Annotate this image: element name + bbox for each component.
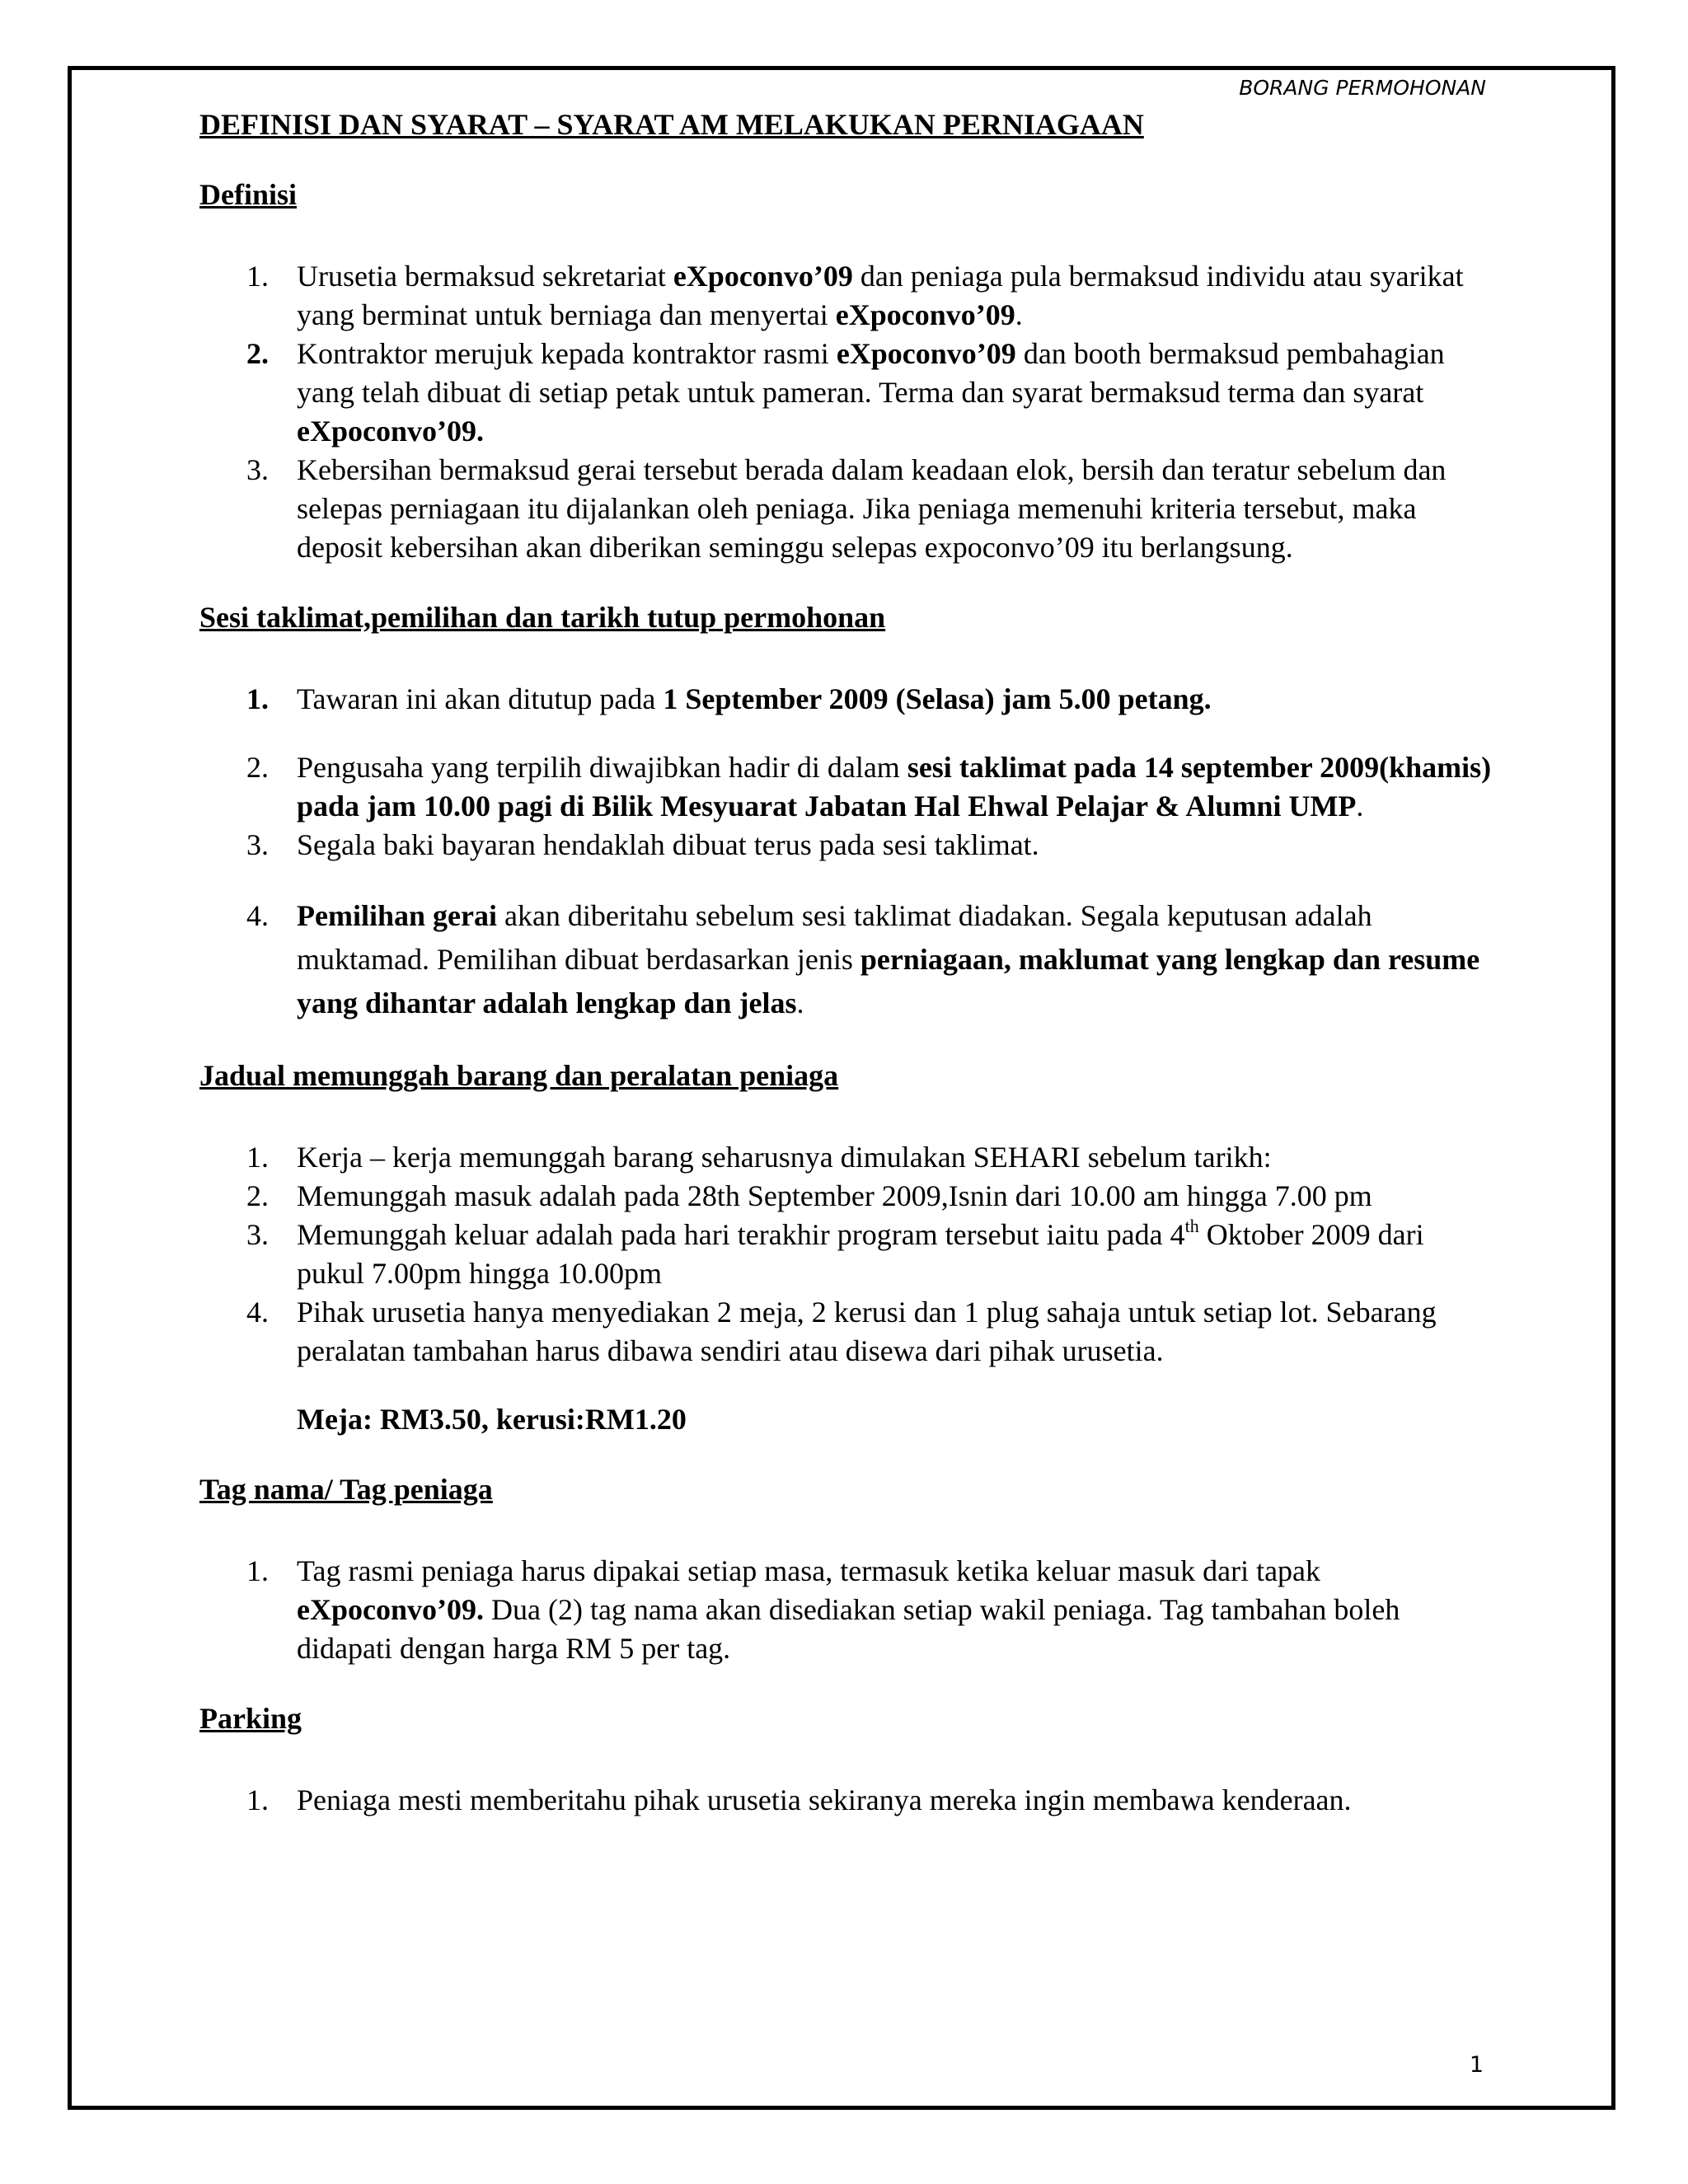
item-number: 2.: [246, 337, 269, 370]
list-item: [199, 451, 1493, 567]
page-number: 1: [1469, 2052, 1484, 2078]
item-number: 1.: [246, 682, 269, 715]
item-text: dan booth bermaksud pembahagian yang telah dibuat di setiap petak untuk pameran. Terma dan syarat bermaksud terma dan syarat: [297, 337, 1445, 409]
item-number: 4.: [246, 1296, 269, 1329]
list-item: [199, 1216, 1493, 1293]
document-title: DEFINISI DAN SYARAT – SYARAT AM MELAKUKAN PERNIAGAAN: [199, 108, 1144, 141]
list-item: [199, 748, 1493, 826]
section-heading-parking: Parking: [199, 1702, 302, 1735]
item-number: 4.: [246, 899, 269, 932]
tag-list: [199, 1552, 1493, 1668]
item-text: Segala baki bayaran hendaklah dibuat terus pada sesi taklimat.: [297, 828, 1039, 861]
list-item: [199, 257, 1493, 335]
list-item: [199, 1177, 1493, 1216]
item-bold: eXpoconvo’09: [836, 337, 1016, 370]
item-number: 1.: [246, 260, 269, 293]
item-number: 1.: [246, 1554, 269, 1587]
item-text: Kerja – kerja memunggah barang seharusnya dimulakan SEHARI sebelum tarikh:: [297, 1141, 1272, 1174]
item-text: Peniaga mesti memberitahu pihak urusetia sekiranya mereka ingin membawa kenderaan.: [297, 1783, 1352, 1816]
item-bold: eXpoconvo’09: [673, 260, 853, 293]
item-number: 2.: [246, 751, 269, 784]
section-heading-jadual: Jadual memunggah barang dan peralatan peniaga: [199, 1059, 839, 1092]
item-number: 1.: [246, 1141, 269, 1174]
item-bold: sesi taklimat pada 14 september 2009(khamis) pada jam 10.00 pagi di Bilik Mesyuarat Jabatan Hal Ehwal Pelajar & Alumni UMP: [297, 751, 1492, 823]
list-item: [199, 335, 1493, 451]
section-heading-definisi: Definisi: [199, 178, 298, 211]
parking-list: [199, 1781, 1493, 1820]
list-item: [199, 826, 1493, 865]
item-number: 2.: [246, 1179, 269, 1212]
jadual-list: [199, 1138, 1493, 1371]
form-label: BORANG PERMOHONAN: [1239, 76, 1486, 100]
item-bold: perniagaan, maklumat yang lengkap dan resume yang dihantar adalah lengkap dan jelas: [297, 943, 1480, 1019]
item-number: 3.: [246, 1218, 269, 1251]
item-text: dan peniaga pula bermaksud individu atau syarikat yang berminat untuk berniaga dan menyertai: [297, 260, 1464, 331]
item-text: Oktober 2009 dari pukul 7.00pm hingga 10.00pm: [297, 1218, 1424, 1290]
item-text: Tag rasmi peniaga harus dipakai setiap masa, termasuk ketika keluar masuk dari tapak: [297, 1554, 1321, 1587]
item-text: Tawaran ini akan ditutup pada: [297, 682, 663, 715]
item-text: .: [1356, 790, 1364, 823]
item-number: 1.: [246, 1783, 269, 1816]
item-text: Urusetia bermaksud sekretariat: [297, 260, 673, 293]
item-text: Dua (2) tag nama akan disediakan setiap wakil peniaga. Tag tambahan boleh didapati dengan harga RM 5 per tag.: [297, 1593, 1400, 1665]
item-bold: eXpoconvo’09.: [297, 1593, 484, 1626]
price-note: Meja: RM3.50, kerusi:RM1.20: [297, 1403, 687, 1436]
item-bold: 1 September 2009 (Selasa) jam 5.00 petang.: [663, 682, 1212, 715]
document-body: [199, 105, 1493, 1820]
list-item: [199, 680, 1493, 719]
list-item: [199, 1552, 1493, 1668]
item-text: akan diberitahu sebelum sesi taklimat diadakan. Segala keputusan adalah muktamad. Pemilihan dibuat berdasarkan jenis: [297, 899, 1372, 976]
item-bold: Pemilihan gerai: [297, 899, 497, 932]
list-item: [199, 1781, 1493, 1820]
list-item: [199, 1138, 1493, 1177]
item-text: Memunggah masuk adalah pada 28th September 2009,Isnin dari 10.00 am hingga 7.00 pm: [297, 1179, 1372, 1212]
definisi-list: [199, 257, 1493, 567]
item-bold: eXpoconvo’09: [835, 298, 1015, 331]
item-text: Kebersihan bermaksud gerai tersebut berada dalam keadaan elok, bersih dan teratur sebelum dan selepas perniagaan itu dijalankan oleh peniaga. Jika peniaga memenuhi kriteria tersebut, maka deposit kebersihan akan diberikan seminggu selepas expoconvo’09 itu berlangsung.: [297, 453, 1447, 564]
item-number: 3.: [246, 453, 269, 486]
item-text: Memunggah keluar adalah pada hari terakhir program tersebut iaitu pada 4: [297, 1218, 1185, 1251]
list-item: [199, 894, 1493, 1025]
list-item: [199, 1293, 1493, 1371]
section-heading-tag: Tag nama/ Tag peniaga: [199, 1473, 493, 1506]
item-text: Pihak urusetia hanya menyediakan 2 meja, 2 kerusi dan 1 plug sahaja untuk setiap lot. Sebarang peralatan tambahan harus dibawa sendiri atau disewa dari pihak urusetia.: [297, 1296, 1437, 1367]
item-bold: eXpoconvo’09.: [297, 415, 484, 448]
sesi-list: [199, 680, 1493, 1025]
item-text: .: [796, 987, 804, 1019]
section-heading-sesi: Sesi taklimat,pemilihan dan tarikh tutup permohonan: [199, 601, 886, 634]
item-superscript: th: [1184, 1216, 1199, 1236]
item-text: Kontraktor merujuk kepada kontraktor rasmi: [297, 337, 837, 370]
item-text: .: [1015, 298, 1023, 331]
item-number: 3.: [246, 828, 269, 861]
item-text: Pengusaha yang terpilih diwajibkan hadir di dalam: [297, 751, 907, 784]
